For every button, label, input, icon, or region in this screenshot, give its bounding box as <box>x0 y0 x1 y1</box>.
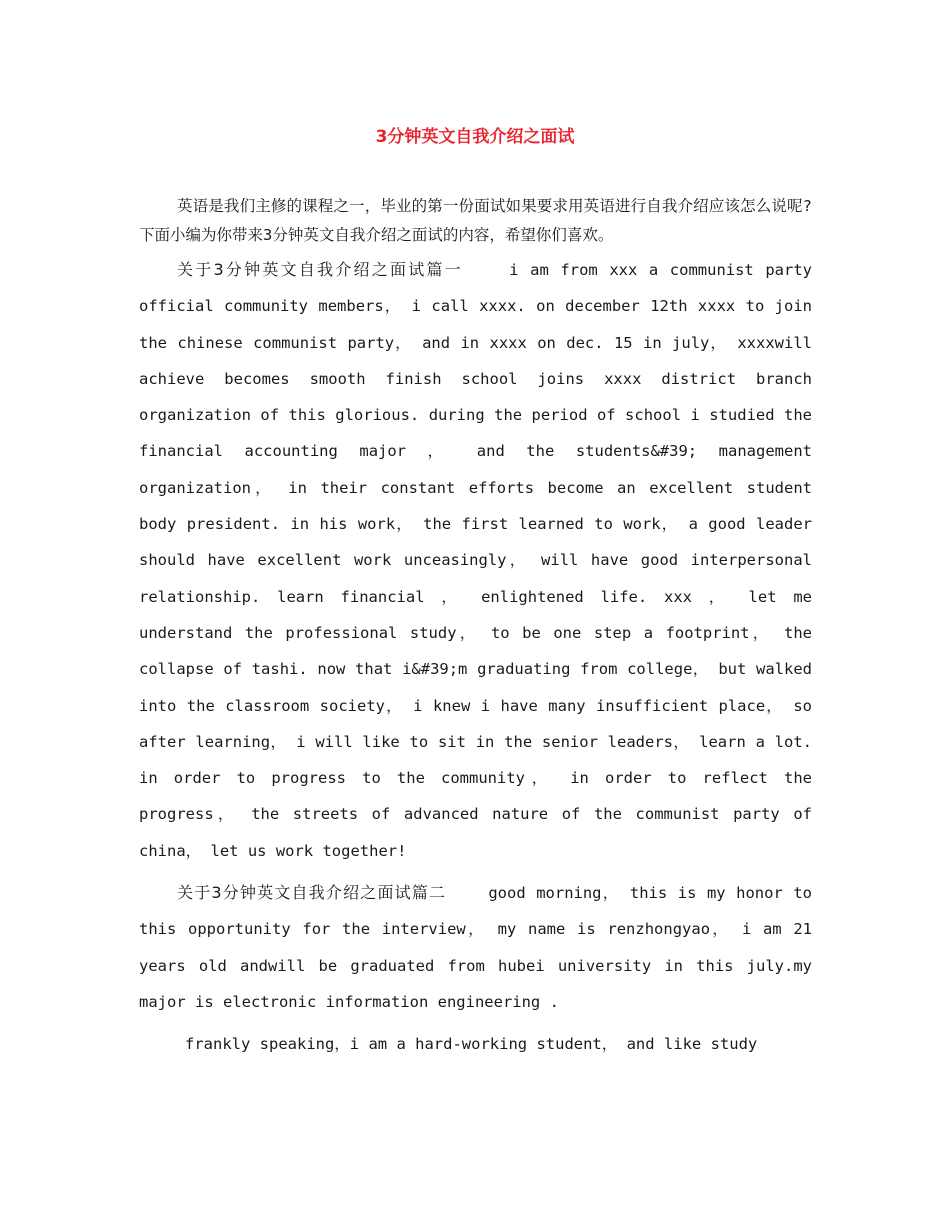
intro-paragraph: 英语是我们主修的课程之一，毕业的第一份面试如果要求用英语进行自我介绍应该怎么说呢?下面小编为你带来3分钟英文自我介绍之面试的内容，希望你们喜欢。 <box>139 197 812 244</box>
section-two-heading: 关于3分钟英文自我介绍之面试篇二 <box>177 883 447 903</box>
section-one-text: i am from xxx a communist party official community members， i call xxxx. on december 12th xxxx to join the chinese communist party， and in xxxx on dec. 15 in july， xxxxwill achieve becomes smooth finish school joins xxxx district branch organization of this glorious. during the period of school i studied the financial accounting major ， and the students&#39; management organization， in their constant efforts become an excellent student body president. in his work， the first learned to work， a good leader should have excellent work unceasingly， will have good interpersonal relationship. learn financial ， enlightened life. xxx ， let me understand the professional study， to be one step a footprint， the collapse of tashi. now that i&#39;m graduating from college， but walked into the classroom society， i knew i have many insufficient place， so after learning， i will like to sit in the senior leaders， learn a lot. in order to progress to the community， in order to reflect the progress， the streets of advanced nature of the communist party of china， let us work together! <box>139 261 812 860</box>
section-one-heading: 关于3分钟英文自我介绍之面试篇一 <box>177 260 463 279</box>
closing-paragraph: frankly speaking，i am a hard-working student， and like study <box>185 1035 758 1054</box>
page-title: 3分钟英文自我介绍之面试 <box>375 127 575 147</box>
section-one-paragraph <box>139 252 812 869</box>
document-body <box>139 192 812 1069</box>
section-two-paragraph <box>139 875 812 1020</box>
section-two-text: good morning， this is my honor to this opportunity for the interview， my name is renzhongyao， i am 21 years old andwill be graduated from hubei university in this july.my major is electronic information engineering . <box>139 884 812 1011</box>
